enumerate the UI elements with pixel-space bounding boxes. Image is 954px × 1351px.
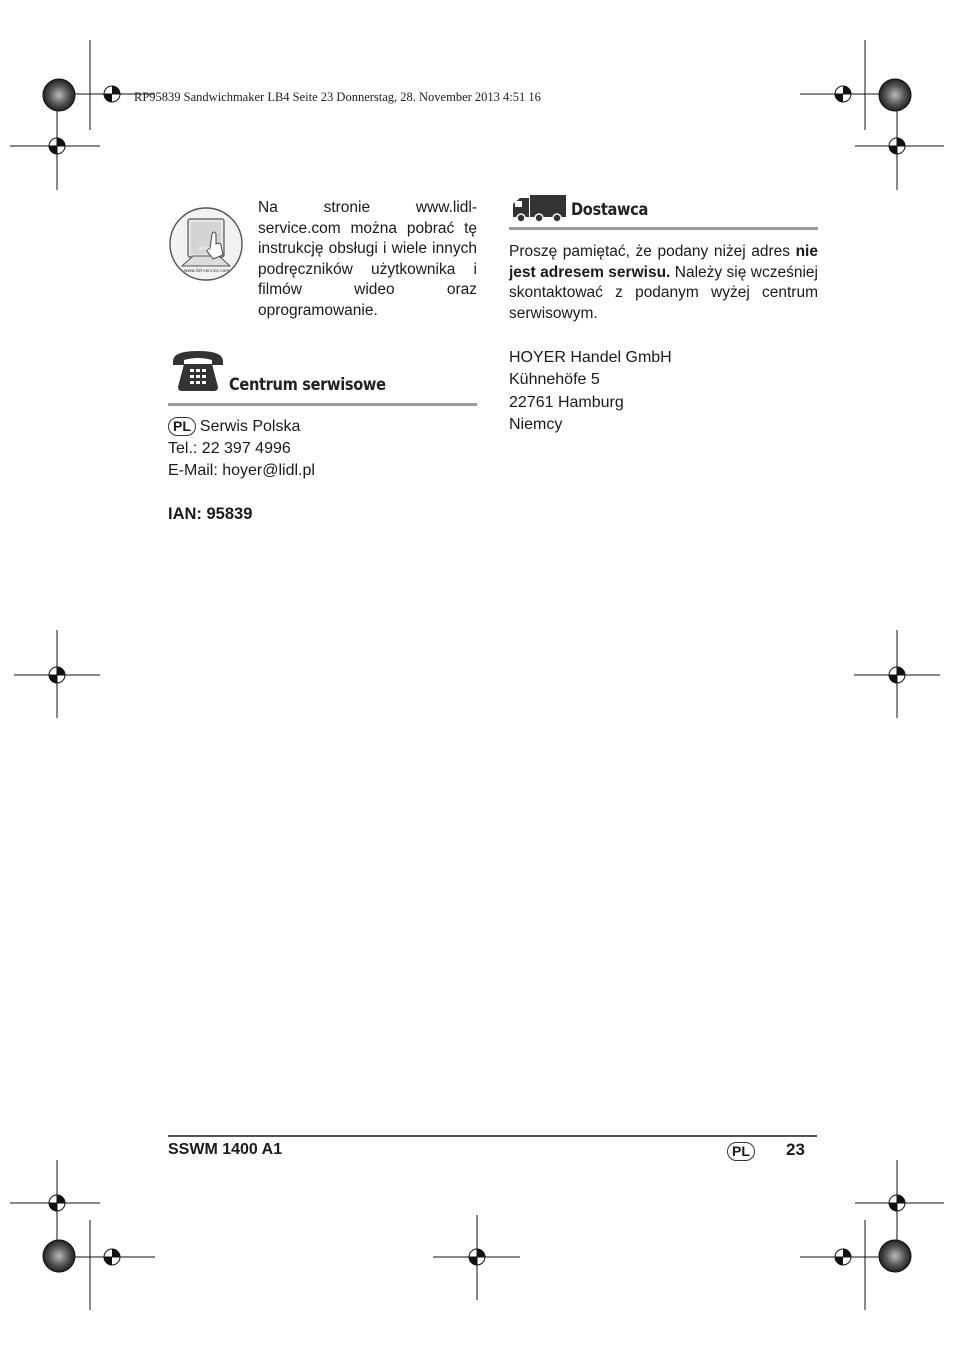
lidl-line: oprogramowanie.: [258, 301, 378, 319]
service-email: E-Mail: hoyer@lidl.pl: [168, 462, 315, 479]
supplier-title: Dostawca: [571, 200, 649, 220]
footer-model: SSWM 1400 A1: [168, 1141, 283, 1158]
address-line: Kühnehöfe 5: [509, 371, 600, 389]
lidl-line: filmów wideo oraz: [258, 281, 477, 298]
supplier-notice: [509, 242, 818, 324]
lidl-line: podręczników użytkownika i: [258, 260, 477, 278]
address-line: 22761 Hamburg: [509, 393, 624, 411]
supplier-rule: [509, 227, 818, 230]
svg-text:online: online: [198, 246, 214, 252]
supplier-address: [509, 347, 672, 436]
delivery-truck-icon: [511, 194, 567, 224]
lidl-service-block: [168, 198, 478, 328]
address-line: Niemcy: [509, 415, 563, 433]
service-center-contact: [168, 416, 315, 482]
lidl-service-text: [258, 198, 477, 321]
notice-rest: Należy się wcześniej skontaktować z podanym wyżej centrum serwisowym.: [509, 263, 818, 322]
lidl-line: service.com można pobrać tę: [258, 219, 477, 237]
svg-text:www.lidl-service.com: www.lidl-service.com: [184, 269, 230, 274]
footer-rule: [168, 1135, 817, 1137]
print-header: RP95839 Sandwichmaker LB4 Seite 23 Donnerstag, 28. November 2013 4:51 16: [134, 90, 541, 104]
telephone-icon: [170, 347, 226, 393]
ian-number: IAN: 95839: [168, 505, 253, 523]
address-line: HOYER Handel GmbH: [509, 349, 672, 366]
footer-language-badge: [727, 1142, 759, 1161]
service-tel: Tel.: 22 397 4996: [168, 440, 291, 457]
notice-bold: nie jest adresem serwisu.: [509, 243, 818, 281]
lidl-service-laptop-icon: [168, 206, 244, 282]
lidl-line: instrukcję obsługi i wiele innych: [258, 240, 477, 257]
page-number: 23: [786, 1140, 805, 1159]
language-badge: PL: [727, 1142, 755, 1161]
notice-intro: Proszę pamiętać, że podany niżej adres: [509, 243, 796, 260]
country-badge: PL: [168, 417, 196, 436]
service-center-title: Centrum serwisowe: [229, 375, 386, 395]
service-center-rule: [168, 403, 477, 406]
lidl-line: Na stronie www.lidl-: [258, 199, 477, 216]
country-service: Serwis Polska: [199, 418, 301, 435]
country-service-line: [168, 416, 315, 438]
